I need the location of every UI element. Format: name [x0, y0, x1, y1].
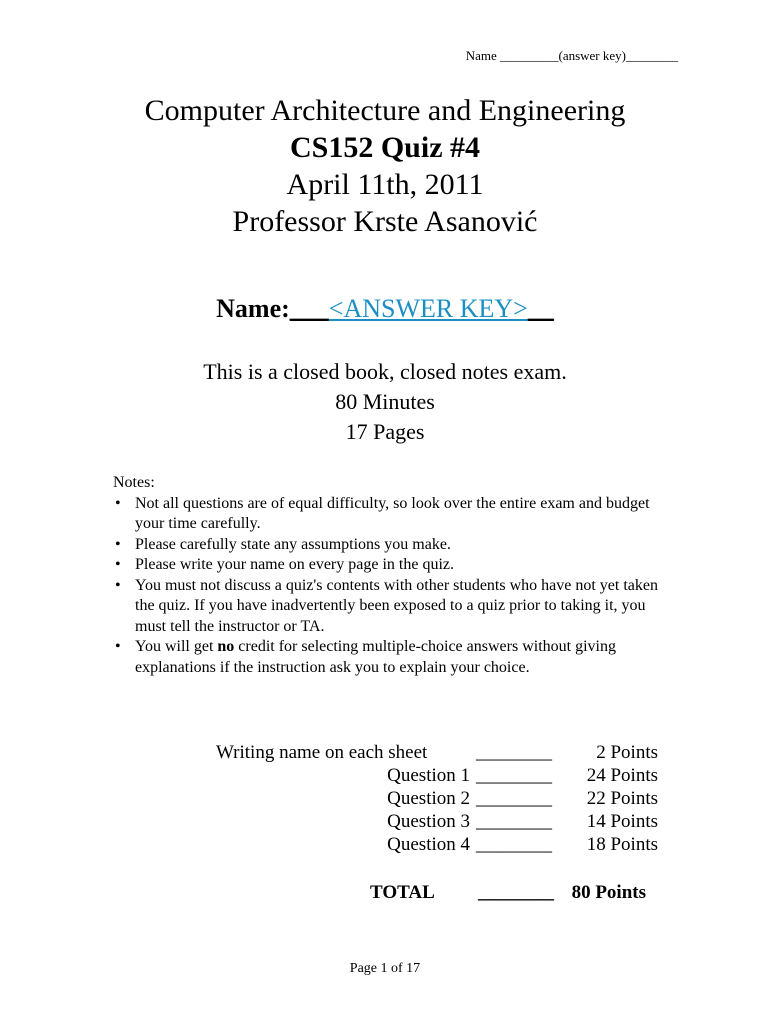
score-blank: ________	[476, 834, 552, 855]
quiz-title: CS152 Quiz #4	[289, 131, 481, 164]
note-item	[113, 555, 673, 576]
name-blank-after: __	[527, 294, 554, 323]
quiz-date: April 11th, 2011	[286, 168, 484, 201]
total-row	[0, 882, 770, 906]
note-text: Not all questions are of equal difficulty, so look over the entire exam and budget your time carefully.	[135, 494, 650, 532]
bullet-icon: •	[115, 535, 121, 553]
total-points: 80 Points	[571, 882, 646, 903]
points-row	[0, 742, 770, 766]
points-row	[0, 788, 770, 812]
exam-duration: 80 Minutes	[335, 389, 435, 414]
bullet-icon: •	[115, 556, 121, 573]
student-name-line	[0, 294, 770, 324]
points-row-label: Question 3	[387, 811, 470, 832]
note-text: Please write your name on every page in the quiz.	[135, 556, 454, 573]
points-row-label: Question 1	[387, 765, 470, 786]
answer-key-value: <ANSWER KEY>	[328, 294, 528, 323]
page-number: Page 1 of 17	[349, 961, 421, 976]
bullet-icon: •	[115, 576, 121, 594]
total-label: TOTAL	[370, 882, 435, 903]
score-blank: ________	[476, 742, 552, 763]
points-row-label: Writing name on each sheet	[216, 742, 428, 763]
title-block	[0, 92, 770, 240]
score-blank: ________	[476, 788, 552, 809]
notes-heading: Notes:	[113, 474, 155, 491]
points-value: 2 Points	[596, 742, 658, 763]
professor-name: Professor Krste Asanović	[232, 205, 538, 238]
points-row	[0, 765, 770, 789]
points-row-label: Question 4	[387, 834, 470, 855]
note-item	[113, 576, 673, 638]
points-row	[0, 811, 770, 835]
points-row	[0, 834, 770, 858]
notes-list	[113, 494, 673, 679]
score-blank: ________	[476, 811, 552, 832]
points-value: 24 Points	[586, 765, 658, 786]
note-item	[113, 494, 673, 535]
exam-info	[0, 357, 770, 447]
exam-page-count: 17 Pages	[345, 419, 425, 444]
bullet-icon: •	[115, 494, 121, 512]
points-value: 14 Points	[586, 811, 658, 832]
score-blank: ________	[476, 765, 552, 786]
course-title: Computer Architecture and Engineering	[144, 94, 626, 127]
notes-section	[113, 473, 673, 678]
exam-rules: This is a closed book, closed notes exam.	[203, 359, 567, 384]
note-text: Please carefully state any assumptions you make.	[135, 535, 451, 553]
header-name-field: Name _________(answer key)________	[465, 48, 678, 63]
note-text: You must not discuss a quiz's contents with other students who have not yet taken the quiz. If you have inadvertently been exposed to a quiz prior to taking it, you must tell the instructor or TA.	[135, 576, 658, 635]
points-value: 22 Points	[586, 788, 658, 809]
total-blank: ________	[478, 882, 554, 903]
note-item	[113, 535, 673, 556]
bullet-icon: •	[115, 638, 121, 655]
note-text-before: You will get	[135, 638, 218, 655]
points-row-label: Question 2	[387, 788, 470, 809]
name-label: Name:	[216, 294, 290, 323]
note-item	[113, 637, 673, 678]
name-blank-before: ___	[289, 294, 329, 323]
points-value: 18 Points	[586, 834, 658, 855]
note-text-after: credit for selecting multiple-choice answers without giving explanations if the instruction ask you to explain your choice.	[135, 638, 616, 676]
note-text-bold: no	[217, 638, 235, 655]
